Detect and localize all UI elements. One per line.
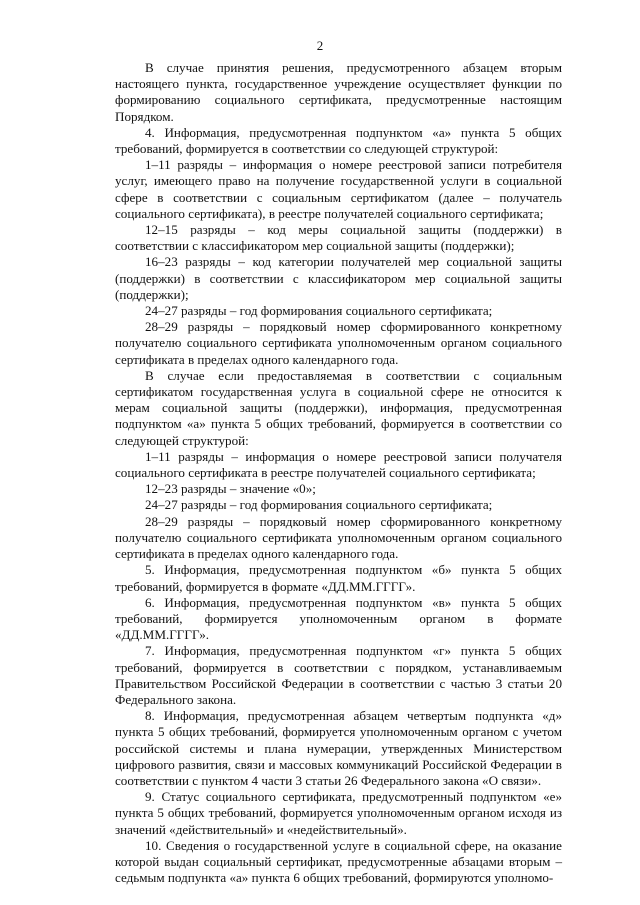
page-number: 2: [316, 38, 324, 53]
paragraph: 1–11 разряды – информация о номере реестровой записи получателя социального сертификата в реестре получателей социального сертификата;: [115, 448, 562, 481]
paragraph: 28–29 разряды – порядковый номер сформированного конкретному получателю социального сертификата уполномоченным органом социального сертификата в пределах одного календарного года.: [115, 319, 562, 367]
paragraph: 9. Статус социального сертификата, предусмотренный подпунктом «е» пункта 5 общих требований, формируется уполномоченным органом исходя из значений «действительный» и «недействительный».: [115, 789, 562, 837]
paragraph: 10. Сведения о государственной услуге в социальной сфере, на оказание которой выдан социальный сертификат, предусмотренные абзацами вторым – седьмым подпункта «а» пункта 6 общих требований, формируются уполномо-: [115, 837, 562, 886]
paragraph: 24–27 разряды – год формирования социального сертификата;: [145, 497, 493, 513]
paragraph: 12–15 разряды – код меры социальной защиты (поддержки) в соответствии с классификатором мер социальной защиты (поддержки);: [115, 222, 562, 254]
paragraph: 28–29 разряды – порядковый номер сформированного конкретному получателю социального сертификата уполномоченным органом социального сертификата в пределах одного календарного года.: [115, 513, 562, 562]
paragraph: 7. Информация, предусмотренная подпунктом «г» пункта 5 общих требований, формируется в соответствии с порядком, устанавливаемым Правительством Российской Федерации в соответствии с частью 3 статьи 20 Федерального закона.: [115, 643, 562, 707]
paragraph: 16–23 разряды – код категории получателей мер социальной защиты (поддержки) в соответствии с классификатором мер социальной защиты (поддержки);: [115, 254, 562, 302]
document-body: [115, 60, 562, 886]
paragraph: 12–23 разряды – значение «0»;: [145, 481, 316, 497]
paragraph: 24–27 разряды – год формирования социального сертификата;: [145, 303, 493, 319]
paragraph: 6. Информация, предусмотренная подпунктом «в» пункта 5 общих требований, формируется уполномоченным органом в формате «ДД.ММ.ГГГГ».: [115, 594, 562, 643]
paragraph: 4. Информация, предусмотренная подпунктом «а» пункта 5 общих требований, формируется в соответствии со следующей структурой:: [115, 124, 562, 157]
paragraph: 5. Информация, предусмотренная подпунктом «б» пункта 5 общих требований, формируется в формате «ДД.ММ.ГГГГ».: [115, 562, 562, 594]
paragraph: В случае если предоставляемая в соответствии с социальным сертификатом государственная услуга в социальной сфере не относится к мерам социальной защиты (поддержки), информация, предусмотренная подпунктом «а» пункта 5 общих требований, формируется в соответствии со следующей структурой:: [115, 367, 562, 448]
paragraph: 1–11 разряды – информация о номере реестровой записи потребителя услуг, имеющего право на получение государственной услуги в социальной сфере в соответствии с социальным сертификатом (далее – получатель социального сертификата), в реестре получателей социального сертификата;: [115, 157, 562, 221]
paragraph: В случае принятия решения, предусмотренного абзацем вторым настоящего пункта, государственное учреждение осуществляет функции по формированию социального сертификата, предусмотренные настоящим Порядком.: [115, 60, 562, 124]
paragraph: 8. Информация, предусмотренная абзацем четвертым подпункта «д» пункта 5 общих требований, формируется уполномоченным органом с учетом российской системы и плана нумерации, утвержденных Министерством цифрового развития, связи и массовых коммуникаций Российской Федерации в соответствии с пунктом 4 части 3 статьи 26 Федерального закона «О связи».: [115, 708, 562, 788]
